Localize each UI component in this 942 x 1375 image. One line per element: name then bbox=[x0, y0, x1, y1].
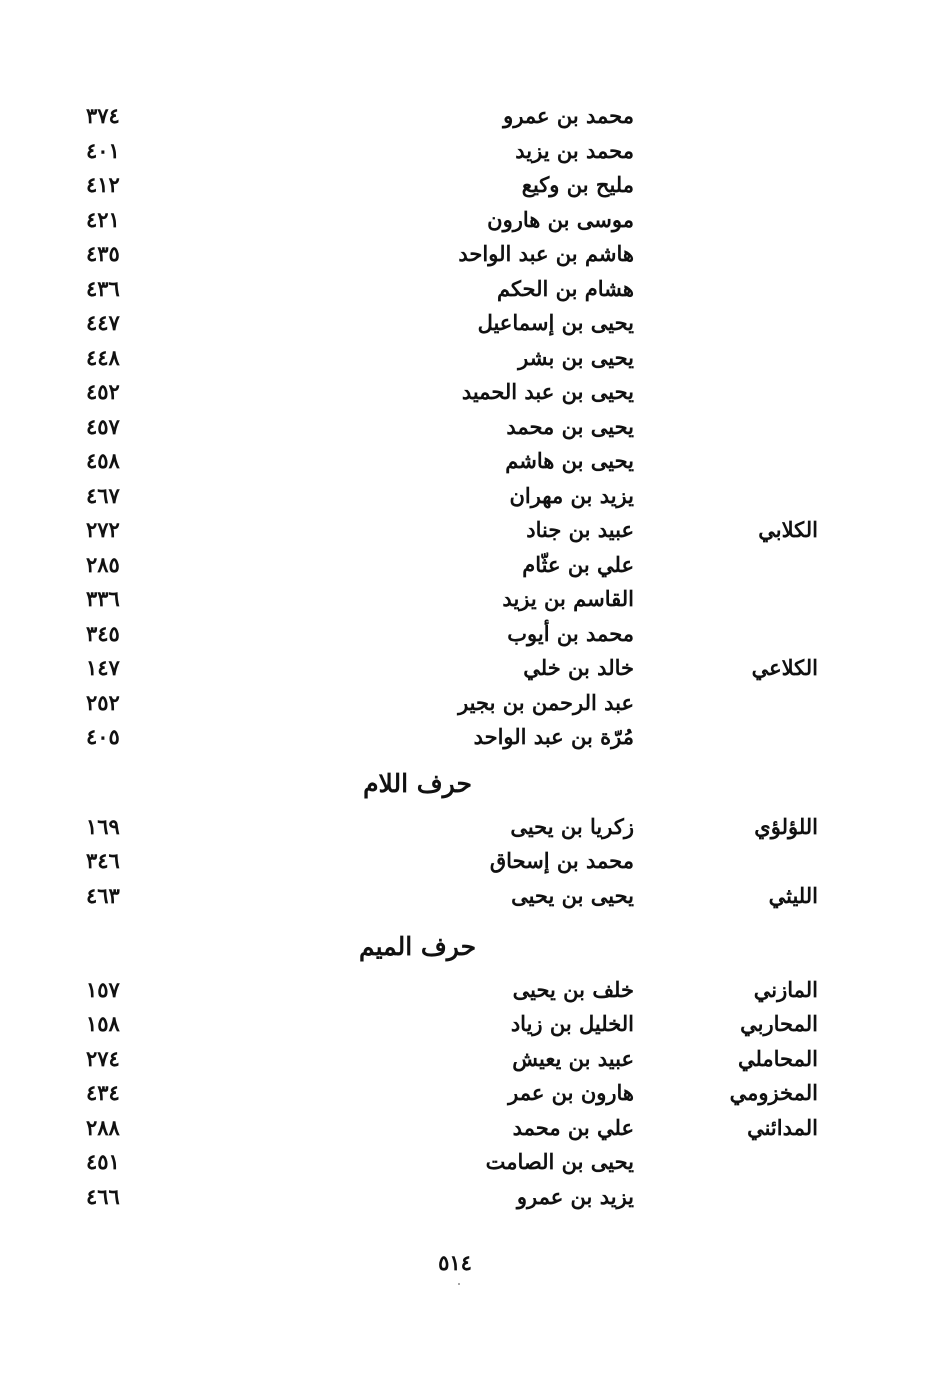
entry-page-number: ٤٦٧ bbox=[86, 483, 120, 508]
entry-page-number: ٤٤٨ bbox=[86, 345, 120, 370]
section-heading: حرف اللام bbox=[363, 769, 472, 798]
entry-page-number: ٢٨٥ bbox=[86, 552, 120, 577]
entry-nisba: اللؤلؤي bbox=[754, 814, 818, 839]
entry-nisba: الكلابي bbox=[758, 517, 818, 542]
entry-name: الخليل بن زياد bbox=[510, 1011, 634, 1036]
entry-page-number: ٤٥٢ bbox=[86, 379, 120, 404]
index-entry bbox=[0, 341, 942, 375]
entry-name: مليح بن وكيع bbox=[521, 172, 634, 197]
index-entry bbox=[0, 1007, 942, 1041]
entry-page-number: ١٥٨ bbox=[86, 1011, 120, 1036]
index-entry bbox=[0, 306, 942, 340]
entry-name: يزيد بن عمرو bbox=[516, 1184, 634, 1209]
index-entry bbox=[0, 651, 942, 685]
entry-page-number: ٤١٢ bbox=[86, 172, 120, 197]
index-entry bbox=[0, 1180, 942, 1214]
index-entry bbox=[0, 617, 942, 651]
entry-nisba: المازني bbox=[753, 977, 818, 1002]
entry-page-number: ٣٧٤ bbox=[86, 103, 120, 128]
entry-name: يحيى بن هاشم bbox=[505, 448, 634, 473]
index-entry bbox=[0, 582, 942, 616]
entry-page-number: ٤٥٧ bbox=[86, 414, 120, 439]
entry-name: يزيد بن مهران bbox=[509, 483, 634, 508]
index-entry bbox=[0, 810, 942, 844]
entry-name: محمد بن إسحاق bbox=[489, 848, 634, 873]
entry-page-number: ٤٥٨ bbox=[86, 448, 120, 473]
entry-name: عبد الرحمن بن بجير bbox=[458, 690, 634, 715]
entry-page-number: ٤٠١ bbox=[86, 138, 120, 163]
index-entry bbox=[0, 410, 942, 444]
entry-name: يحيى بن إسماعيل bbox=[477, 310, 634, 335]
entry-name: محمد بن يزيد bbox=[515, 138, 634, 163]
section-heading: حرف الميم bbox=[358, 932, 477, 961]
index-entry bbox=[0, 844, 942, 878]
entry-page-number: ٤٢١ bbox=[86, 207, 120, 232]
index-entry bbox=[0, 444, 942, 478]
entry-name: عبيد بن جناد bbox=[526, 517, 634, 542]
entry-name: يحيى بن عبد الحميد bbox=[461, 379, 634, 404]
entry-name: زكريا بن يحيى bbox=[510, 814, 634, 839]
entry-name: عبيد بن يعيش bbox=[512, 1046, 634, 1071]
index-entry bbox=[0, 1111, 942, 1145]
entry-page-number: ١٥٧ bbox=[86, 977, 120, 1002]
entry-name: خالد بن خلي bbox=[523, 655, 634, 680]
entry-name: موسى بن هارون bbox=[487, 207, 634, 232]
entry-page-number: ٤٦٣ bbox=[86, 883, 120, 908]
entry-page-number: ٣٤٥ bbox=[86, 621, 120, 646]
entry-name: هارون بن عمر bbox=[508, 1080, 634, 1105]
entry-nisba: الليثي bbox=[768, 883, 818, 908]
entry-nisba: المخزومي bbox=[729, 1080, 818, 1105]
entry-page-number: ٢٧٢ bbox=[86, 517, 120, 542]
entry-name: مُرّة بن عبد الواحد bbox=[473, 724, 634, 749]
entry-nisba: الكلاعي bbox=[751, 655, 818, 680]
index-entry bbox=[0, 879, 942, 913]
entry-page-number: ٤٤٧ bbox=[86, 310, 120, 335]
entry-name: خلف بن يحيى bbox=[512, 977, 634, 1002]
entry-page-number: ٢٨٨ bbox=[86, 1115, 120, 1140]
index-entry bbox=[0, 375, 942, 409]
entry-name: يحيى بن الصامت bbox=[485, 1149, 634, 1174]
index-entry bbox=[0, 479, 942, 513]
index-entry bbox=[0, 168, 942, 202]
index-entry bbox=[0, 1076, 942, 1110]
print-speck bbox=[458, 1283, 460, 1285]
index-entry bbox=[0, 203, 942, 237]
entry-name: القاسم بن يزيد bbox=[502, 586, 634, 611]
index-entry bbox=[0, 237, 942, 271]
index-entry bbox=[0, 513, 942, 547]
entry-nisba: المحاملي bbox=[737, 1046, 818, 1071]
index-entry bbox=[0, 272, 942, 306]
index-entry bbox=[0, 973, 942, 1007]
index-entry bbox=[0, 99, 942, 133]
index-entry bbox=[0, 1042, 942, 1076]
entry-page-number: ٤٣٥ bbox=[86, 241, 120, 266]
entry-page-number: ٤٦٦ bbox=[86, 1184, 120, 1209]
entry-name: محمد بن أيوب bbox=[507, 621, 634, 646]
entry-nisba: المدائني bbox=[747, 1115, 818, 1140]
entry-name: علي بن عثّام bbox=[522, 552, 634, 577]
entry-nisba: المحاربي bbox=[740, 1011, 818, 1036]
entry-name: هاشم بن عبد الواحد bbox=[458, 241, 634, 266]
page-number: ٥١٤ bbox=[438, 1250, 472, 1275]
entry-page-number: ٤٣٤ bbox=[86, 1080, 120, 1105]
entry-page-number: ١٤٧ bbox=[86, 655, 120, 680]
entry-page-number: ٢٥٢ bbox=[86, 690, 120, 715]
index-entry bbox=[0, 548, 942, 582]
index-entry bbox=[0, 134, 942, 168]
entry-name: هشام بن الحكم bbox=[496, 276, 634, 301]
entry-name: يحيى بن بشر bbox=[518, 345, 634, 370]
entry-name: يحيى بن يحيى bbox=[511, 883, 634, 908]
index-entry bbox=[0, 1145, 942, 1179]
entry-page-number: ٤٠٥ bbox=[86, 724, 120, 749]
entry-page-number: ٣٣٦ bbox=[86, 586, 120, 611]
entry-page-number: ٢٧٤ bbox=[86, 1046, 120, 1071]
entry-page-number: ٤٥١ bbox=[86, 1149, 120, 1174]
index-entry bbox=[0, 686, 942, 720]
entry-page-number: ٤٣٦ bbox=[86, 276, 120, 301]
entry-name: يحيى بن محمد bbox=[506, 414, 634, 439]
entry-page-number: ٣٤٦ bbox=[86, 848, 120, 873]
entry-name: محمد بن عمرو bbox=[503, 103, 634, 128]
entry-name: علي بن محمد bbox=[512, 1115, 634, 1140]
index-entry bbox=[0, 720, 942, 754]
entry-page-number: ١٦٩ bbox=[86, 814, 120, 839]
